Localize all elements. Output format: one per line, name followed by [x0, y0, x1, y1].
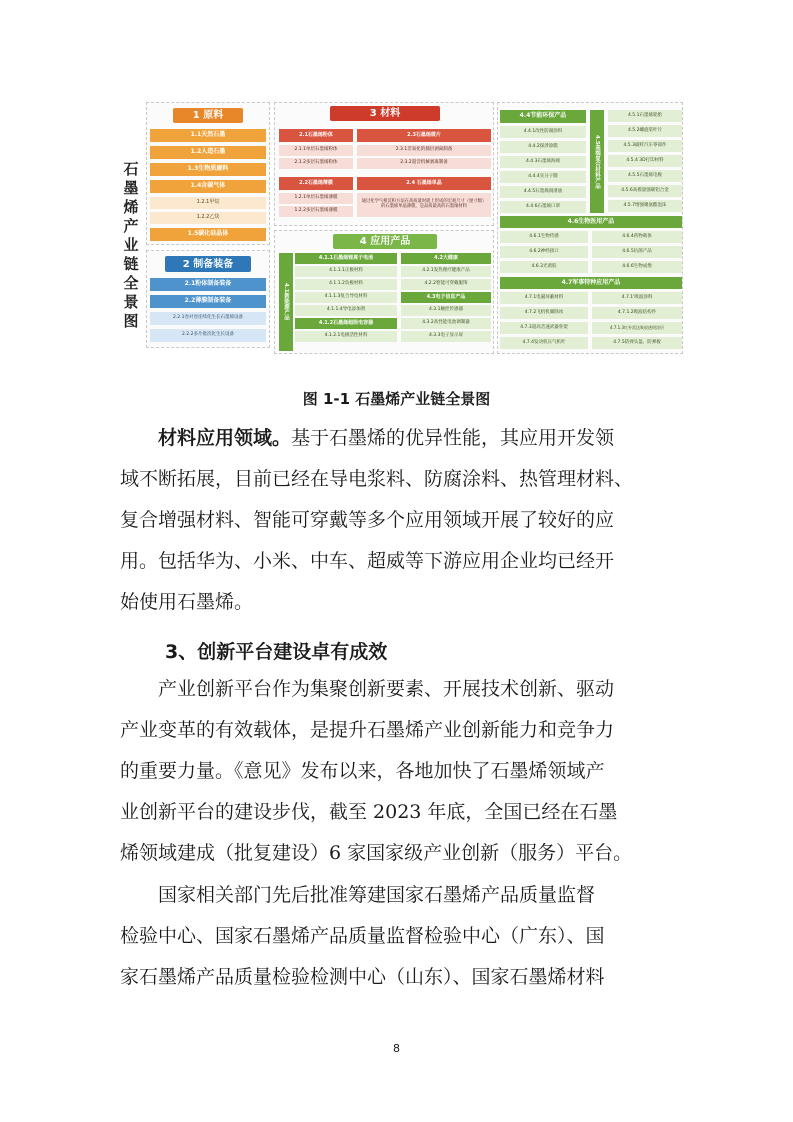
equipment-sub-item: 2.2.2多片批次化生长设备 — [150, 329, 266, 342]
new-energy-vertical-label: 4.1新能源产品 — [279, 253, 293, 351]
bio-item: 4.6.6生物成像 — [592, 261, 682, 273]
composite-item: 4.5.3碳纤汽车零部件 — [608, 140, 682, 152]
raw-item: 1.4含碳气体 — [150, 180, 266, 193]
composite-item: 4.5.5石墨烯电极 — [608, 170, 682, 182]
bio-item: 4.6.2神经接口 — [500, 246, 588, 258]
raw-item: 1.5碳化硅晶体 — [150, 228, 266, 241]
materials-panel — [274, 102, 494, 226]
materials-col-head: 2.2石墨烯薄膜 — [279, 177, 353, 190]
equipment-item: 2.1粉体制备装备 — [150, 278, 266, 291]
vt-char: 墨 — [123, 179, 139, 197]
military-item: 4.7.5防弹头盔、防弹板 — [592, 337, 682, 349]
app-item: 4.2.1发热理疗健康产品 — [401, 266, 491, 277]
vt-char: 链 — [123, 255, 139, 273]
raw-materials-panel — [146, 102, 270, 245]
paragraph-line: 用。包括华为、小米、中车、超威等下游应用企业均已经开 — [120, 550, 615, 572]
bio-item: 4.6.5抗菌产品 — [592, 246, 682, 258]
equipment-sub-item: 2.2.1卷对卷连续化生长石墨烯设备 — [150, 312, 266, 325]
vt-char: 全 — [123, 274, 139, 292]
eco-item: 4.4.5石墨烯润滑油 — [500, 186, 586, 198]
app-group-head: 4.2大健康 — [401, 253, 491, 264]
app-item: 4.3.3电子显示屏 — [401, 331, 491, 342]
single-crystal-description: 通过化学气相沉积方法在高质量时就上形成的宏观尺寸（厘寸级）的石墨烯单晶薄膜，是品质最高的石墨烯材料 — [357, 193, 491, 217]
vt-char: 业 — [123, 236, 139, 254]
eco-item: 4.4.2探涉涂膜 — [500, 141, 586, 153]
raw-item: 1.3生物质廉料 — [150, 163, 266, 176]
military-item: 4.7.4发动机压气机叶 — [500, 337, 588, 349]
app-group-head: 4.3电子信息产品 — [401, 292, 491, 303]
raw-sub-item: 1.2.2乙炔 — [150, 212, 266, 224]
app-item: 4.1.2石墨烯超级电容器 — [295, 318, 397, 329]
vt-char: 图 — [123, 312, 139, 330]
paragraph-platforms — [120, 669, 676, 874]
military-item: 4.7.1电磁屏蔽材料 — [500, 292, 588, 304]
raw-item: 1.2人造石墨 — [150, 146, 266, 159]
composite-item: 4.5.6高模量强碳铝合金 — [608, 185, 682, 197]
materials-item: 2.1.2多层石墨烯粉体 — [279, 158, 353, 169]
page-number: 8 — [393, 1042, 400, 1055]
materials-col-head: 2.1石墨烯粉体 — [279, 129, 353, 142]
composite-item: 4.5.1石墨烯轮胎 — [608, 110, 682, 122]
military-item: 4.7.1.2吸波结构件 — [592, 307, 682, 319]
paragraph-line: 产业变革的有效载体，是提升石墨烯产业创新能力和竞争力 — [120, 719, 615, 741]
paragraph-line: 域不断拓展，目前已经在导电浆料、防腐涂料、热管理材料、 — [120, 468, 634, 490]
vt-char: 石 — [123, 160, 139, 178]
raw-materials-title: 1 原料 — [173, 108, 243, 123]
app-item: 4.2.2智能可穿戴服饰 — [401, 279, 491, 290]
eco-item: 4.4.3石墨烯海绵 — [500, 156, 586, 168]
equipment-item: 2.2薄膜制备装备 — [150, 295, 266, 308]
military-item: 4.7.2飞机机翼除冰 — [500, 307, 588, 319]
vt-char: 产 — [123, 217, 139, 235]
paragraph-materials — [120, 418, 676, 623]
paragraph-line: 业创新平台的建设步伐，截至 2023 年底，全国已经在石墨 — [120, 801, 618, 823]
paragraph-line: 检验中心、国家石墨烯产品质量监督检验中心（广东）、国 — [120, 925, 605, 947]
paragraph-line: 产业创新平台作为集聚创新要素、开展技术创新、驱动 — [120, 678, 615, 700]
app-item: 4.1.2.1电极活性材料 — [295, 331, 397, 342]
eco-head: 4.4节能环保产品 — [500, 110, 586, 123]
industry-chain-figure — [120, 100, 683, 358]
app-item: 4.1.1.1正极材料 — [295, 266, 397, 277]
bio-item: 4.6.1生物传感 — [500, 231, 588, 243]
equipment-title: 2 制备装备 — [165, 256, 251, 272]
app-item: 4.1.1.3复合导电材料 — [295, 292, 397, 303]
composite-item: 4.5.7增强聚氨酯泡沫 — [608, 200, 682, 212]
paragraph-national-centers — [120, 875, 676, 998]
paragraph-line: 始使用石墨烯。 — [120, 591, 254, 613]
eco-item: 4.4.1改性防腐涂料 — [500, 126, 586, 138]
app-item: 4.3.2高性能电池调制器 — [401, 318, 491, 329]
composite-item: 4.5.2螺旋桨叶片 — [608, 125, 682, 137]
military-item: 4.7.1'吸波涂料 — [592, 292, 682, 304]
materials-col-head: 2.4 石墨烯单晶 — [357, 177, 491, 190]
military-item: 4.7.3超高音速武器骨架 — [500, 322, 588, 334]
materials-col-head: 2.3石墨烯微片 — [357, 129, 491, 142]
paragraph-text: 基于石墨烯的优异性能，其应用开发领 — [291, 427, 615, 449]
materials-title: 3 材料 — [330, 106, 440, 121]
bio-head: 4.6生物医用产品 — [500, 216, 682, 228]
materials-item: 1.2.1单层石墨烯薄膜 — [279, 193, 353, 204]
composite-item: 4.5.4 3D打印材料 — [608, 155, 682, 167]
vt-char: 烯 — [123, 198, 139, 216]
app-item: 4.1.1.2负极材料 — [295, 279, 397, 290]
paragraph-line — [120, 418, 676, 459]
figure-caption: 图 1-1 石墨烯产业链全景图 — [302, 390, 491, 408]
eco-item: 4.4.6石墨烯口罩 — [500, 201, 586, 213]
paragraph-line: 的重要力量。《意见》发布以来，各地加快了石墨烯领域产 — [120, 760, 605, 782]
paragraph-line: 家石墨烯产品质量检验检测中心（山东）、国家石墨烯材料 — [120, 966, 605, 988]
eco-item: 4.4.4实分子膜 — [500, 171, 586, 183]
materials-item: 2.3.2超音机械剥离制备 — [357, 158, 491, 169]
paragraph-lead: 材料应用领域。 — [158, 427, 292, 449]
materials-item: 1.2.2多层石墨烯薄膜 — [279, 206, 353, 217]
paragraph-line: 国家相关部门先后批准筹建国家石墨烯产品质量监督 — [120, 884, 596, 906]
composite-vertical-label: 4.5高端复合材料产品 — [590, 110, 604, 213]
military-item: 4.7.1.3红外雷达吸收透明涂层 — [592, 322, 682, 334]
paragraph-line: 烯领域建成（批复建设）6 家国家级产业创新（服务）平台。 — [120, 842, 633, 864]
section-heading: 3、创新平台建设卓有成效 — [165, 641, 388, 663]
materials-item: 2.1.1单层石墨烯粉体 — [279, 145, 353, 156]
paragraph-line: 复合增强材料、智能可穿戴等多个应用领域开展了较好的应 — [120, 509, 615, 531]
app-item: 4.3.1触控传感器 — [401, 305, 491, 316]
military-head: 4.7军事特种应用产品 — [500, 277, 682, 289]
equipment-panel — [146, 250, 270, 348]
figure-vertical-title — [120, 160, 142, 331]
applications-title: 4 应用产品 — [333, 234, 437, 249]
app-item: 4.1.1.4导电添加剂 — [295, 305, 397, 316]
vt-char: 景 — [123, 293, 139, 311]
bio-item: 4.6.4药物载体 — [592, 231, 682, 243]
products-panel — [497, 102, 683, 354]
raw-item: 1.1天然石墨 — [150, 129, 266, 142]
app-item: 4.1.1石墨烯锂离子电池 — [295, 253, 397, 264]
bio-item: 4.6.3光谱胶 — [500, 261, 588, 273]
materials-item: 2.3.1非氧化的插层剥离制备 — [357, 145, 491, 156]
applications-panel — [274, 230, 494, 354]
raw-sub-item: 1.2.1甲烷 — [150, 197, 266, 209]
